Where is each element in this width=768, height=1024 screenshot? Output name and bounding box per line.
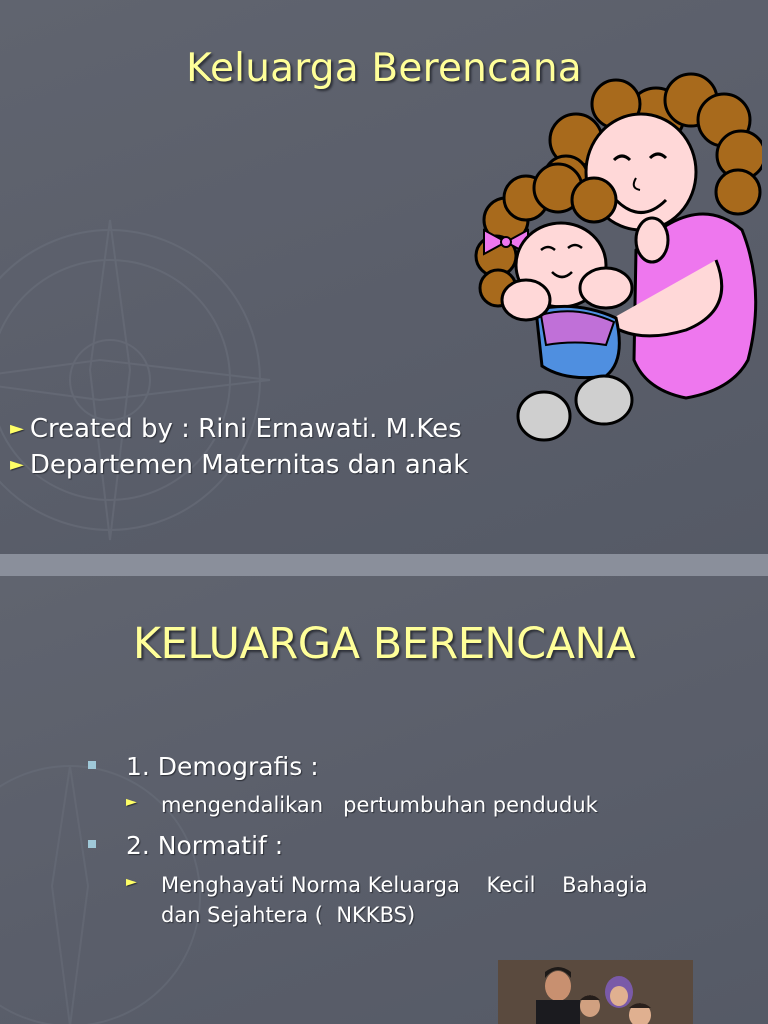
credit-department [10,450,468,480]
slide-title: KELUARGA BERENCANA [132,619,636,669]
list-item-label: 2. Normatif : [126,831,284,860]
list-item-demografis [88,752,319,781]
square-bullet-icon [88,840,96,848]
slide-separator [0,554,768,576]
bullet-arrow-icon: ► [10,454,24,475]
mother-hugging-child-icon [466,60,762,452]
credit-author-text: Created by : Rini Ernawati. M.Kes [29,414,462,444]
credit-department-text: Departemen Maternitas dan anak [29,450,469,480]
family-photo-icon [498,960,693,1024]
family-photo [498,960,693,1024]
compass-watermark-icon [0,180,300,554]
list-item-normatif [88,831,283,860]
credit-author [10,414,462,444]
list-item-label: 1. Demografis : [126,752,319,781]
bullet-arrow-icon: ► [126,874,137,890]
slide-2 [0,576,768,1024]
sub-item-text: mengendalikan pertumbuhan penduduk [161,793,598,817]
slide-title: Keluarga Berencana [186,46,582,91]
sub-item-demografis [128,790,701,820]
square-bullet-icon [88,761,96,769]
bullet-arrow-icon: ► [10,418,24,439]
sub-item-text: Menghayati Norma Keluarga Kecil Bahagia dan Sejahtera ( NKKBS) [161,873,655,927]
sub-item-normatif [128,870,681,930]
bullet-arrow-icon: ► [126,794,137,810]
